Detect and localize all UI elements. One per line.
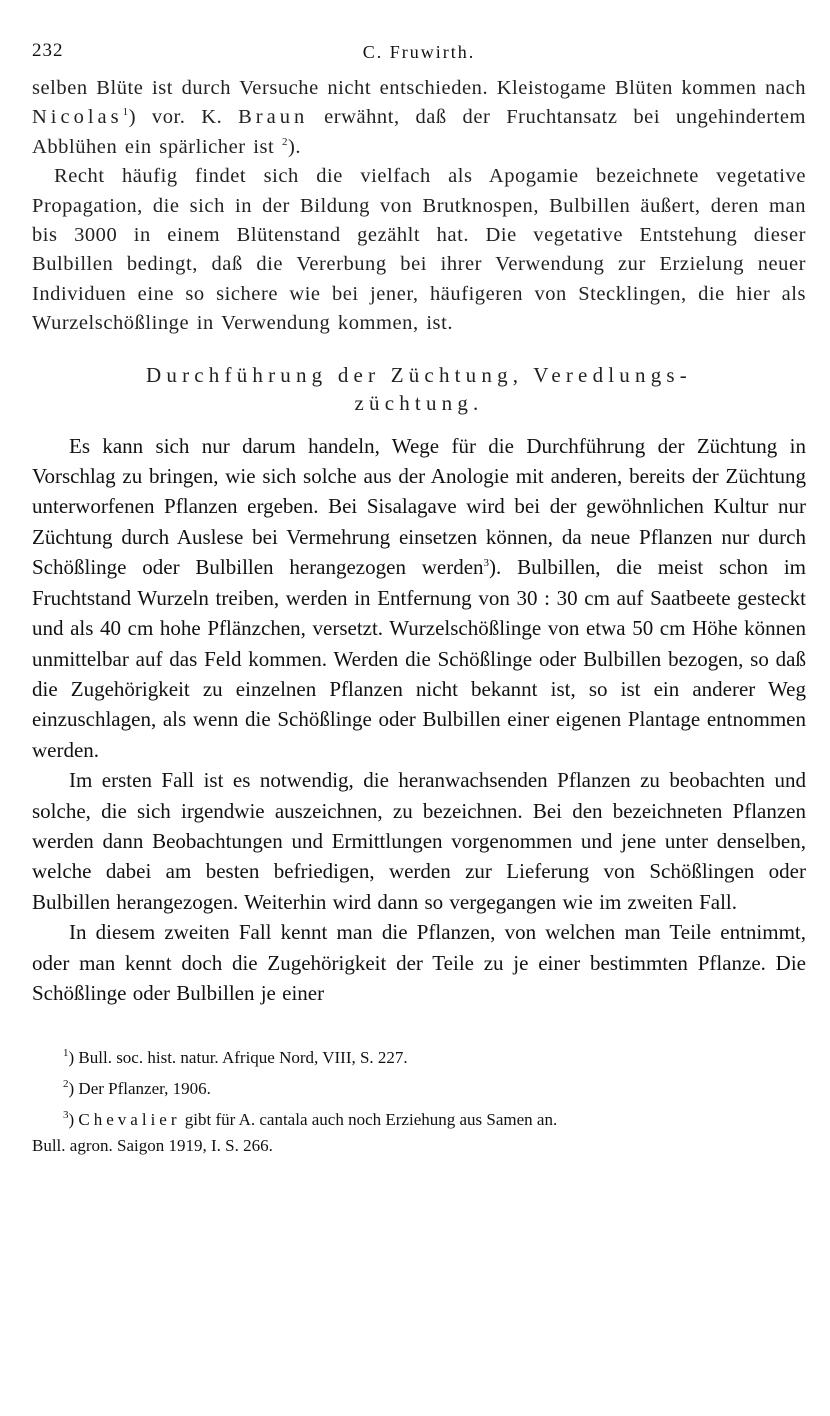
footnote-ref: 3 <box>483 557 490 570</box>
footnote-1 <box>32 1040 806 1071</box>
footnote-3-continuation: Bull. agron. Saigon 1919, I. S. 266. <box>32 1136 273 1156</box>
paragraph-continuation <box>32 74 806 162</box>
text-run: Es kann sich nur darum handeln, Wege für die Durchführung der Züchtung in Vorschlag zu bringen, wie sich solche aus der Anologie mit anderen, bereits der Züchtung unterworfenen Pflanzen ergeben. Bei Sisalagave wird bei der gewöhnlichen Kultur nur Züchtung durch Auslese bei Vermehrung einsetzen können, da neue Pflanzen nur durch Schößlinge oder Bulbillen herangezogen werden <box>32 433 806 580</box>
text-run: selben Blüte ist durch Versuche nicht entschieden. Kleistogame Blüten kommen nach <box>32 77 806 99</box>
footnote-ref: 1 <box>122 106 129 119</box>
section-heading-line: Durchführung der Züchtung, Veredlungs- <box>146 362 692 387</box>
running-title: C. Fruwirth. <box>362 42 476 62</box>
paragraph-erster-fall: Im ersten Fall ist es notwendig, die heranwachsenden Pflanzen zu beobachten und solche, die sich irgendwie auszeichnen, zu bezeichnen. Bei den bezeichneten Pflanzen werden dann Beobachtungen und Ermittlungen vorgenommen und jene unter denselben, welche dabei am besten befriedigen, werden zur Lieferung von Schößlingen oder Bulbillen herangezogen. Weiterhin wird dann so vergegangen wie im zweiten Fall. <box>32 768 806 914</box>
footnote-mark: 1 <box>63 1047 69 1060</box>
section-heading-line: züchtung. <box>354 390 484 415</box>
book-page <box>32 30 806 1159</box>
paragraph-zweiter-fall: In diesem zweiten Fall kennt man die Pflanzen, von welchen man Teile entnimmt, oder man kennt doch die Zugehörigkeit der Teile zu je einer bestimmten Pflanze. Die Schößlinge oder Bulbillen je einer <box>32 920 806 1005</box>
author-name-chevalier: Chevalier <box>78 1110 181 1130</box>
footnotes <box>32 1040 806 1159</box>
text-run: erwähnt, daß der Fruchtansatz bei ungehindertem Abblühen ein spärlicher ist <box>32 106 807 158</box>
footnote-mark: 2 <box>63 1078 69 1091</box>
paragraph-apogamie: Recht häufig findet sich die vielfach als Apogamie bezeichnete vegetative Propagation, die sich in der Bildung von Brutknospen, Bulbillen äußert, deren man bis 3000 in einem Blütenstand gezählt hat. Die vegetative Entstehung dieser Bulbillen bedingt, daß die Vererbung bei ihrer Verwendung zur Erzielung neuer Individuen eine so sichere wie bei jener, häufigeren von Stecklingen, die hier als Wurzelschößlinge in Verwendung kommen, ist. <box>32 165 806 335</box>
running-head <box>32 30 806 74</box>
author-name-braun: Braun <box>238 106 309 129</box>
paragraph-wege <box>32 431 806 765</box>
text-run: ) vor. K. <box>128 106 239 129</box>
footnote-text: ) <box>68 1110 79 1130</box>
footnote-3 <box>32 1102 806 1133</box>
text-run: ). <box>288 135 302 158</box>
footnote-2 <box>32 1071 806 1102</box>
page-number: 232 <box>32 40 64 61</box>
footnote-text: ) Der Pflanzer, 1906. <box>68 1079 211 1099</box>
author-name-nicolas: Nicolas <box>32 106 123 129</box>
footnote-text: gibt für A. cantala auch noch Erziehung aus Samen an. <box>180 1110 558 1130</box>
footnote-ref: 2 <box>281 135 289 148</box>
footnote-text: ) Bull. soc. hist. natur. Afrique Nord, VIII, S. 227. <box>68 1048 408 1068</box>
text-run: ). Bulbillen, die meist schon im Fruchtstand Wurzeln treiben, werden in Entfernung von 30 : 30 cm auf Saatbeete gesteckt und als 40 cm hohe Pflänzchen, versetzt. Wurzelschößlinge von etwa 50 cm Höhe können unmittelbar auf das Feld kommen. Werden die Schößlinge oder Bulbillen bezogen, so daß die Zugehörigkeit zu einzelnen Pflanzen nicht bekannt ist, so ist ein anderer Weg einzuschlagen, als wenn die Schößlinge oder Bulbillen einer eigenen Plantage entnommen werden. <box>32 555 806 762</box>
footnote-mark: 3 <box>63 1109 69 1122</box>
section-heading <box>32 361 806 417</box>
